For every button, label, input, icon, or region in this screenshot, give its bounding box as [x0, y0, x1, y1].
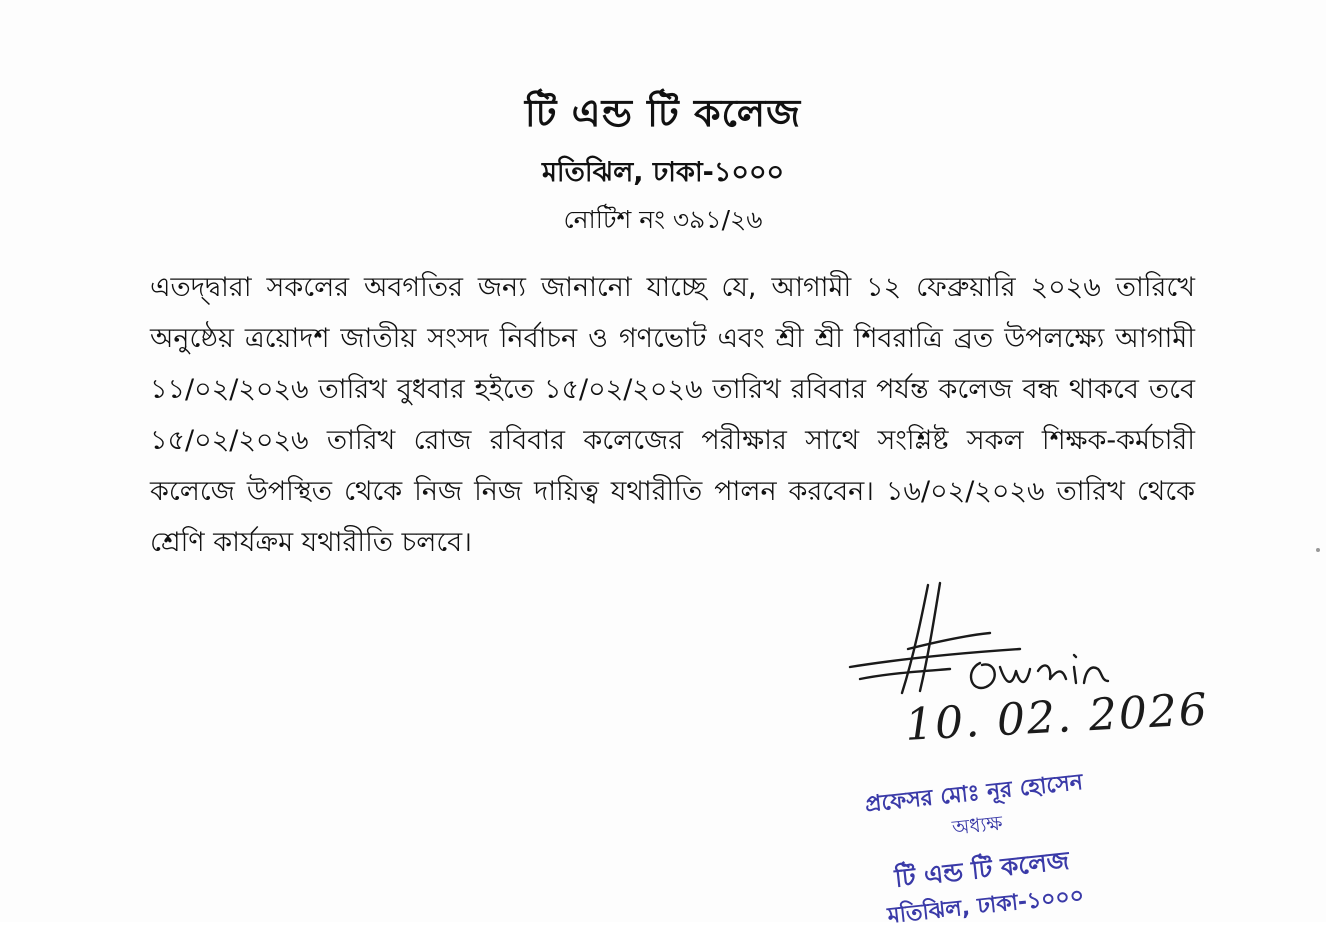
speck	[1316, 548, 1320, 552]
college-name: টি এন্ড টি কলেজ	[524, 91, 802, 135]
principal-stamp	[823, 761, 1137, 941]
signature-date: 10. 02. 2026	[903, 684, 1211, 751]
stamp-title: অধ্যক্ষ	[950, 810, 1004, 840]
college-address: মতিঝিল, ঢাকা-১০০০	[541, 157, 785, 188]
notice-body: এতদ্দ্বারা সকলের অবগতির জন্য জানানো যাচ্ছে যে, আগামী ১২ ফেব্রুয়ারি ২০২৬ তারিখে অনুষ্ঠেয় ত্রয়োদশ জাতীয় সংসদ নির্বাচন ও গণভোট এবং শ্রী শ্রী শিবরাত্রি ব্রত উপলক্ষ্যে আগামী ১১/০২/২০২৬ তারিখ বুধবার হইতে ১৫/০২/২০২৬ তারিখ রবিবার পর্যন্ত কলেজ বন্ধ থাকবে তবে ১৫/০২/২০২৬ তারিখ রোজ রবিবার কলেজের পরীক্ষার সাথে সংশ্লিষ্ট সকল শিক্ষক-কর্মচারী কলেজে উপস্থিত থেকে নিজ নিজ দায়িত্ব যথারীতি পালন করবেন। ১৬/০২/২০২৬ তারিখ থেকে শ্রেণি কার্যক্রম যথারীতি চলবে।	[150, 272, 1195, 558]
stamp-name: প্রফেসর মোঃ নূর হোসেন	[863, 769, 1085, 818]
stamp-address: মতিঝিল, ঢাকা-১০০০	[886, 883, 1086, 929]
stamp-college: টি এন্ড টি কলেজ	[893, 845, 1071, 893]
notice-number: নোটিশ নং ৩৯১/২৬	[563, 205, 763, 234]
